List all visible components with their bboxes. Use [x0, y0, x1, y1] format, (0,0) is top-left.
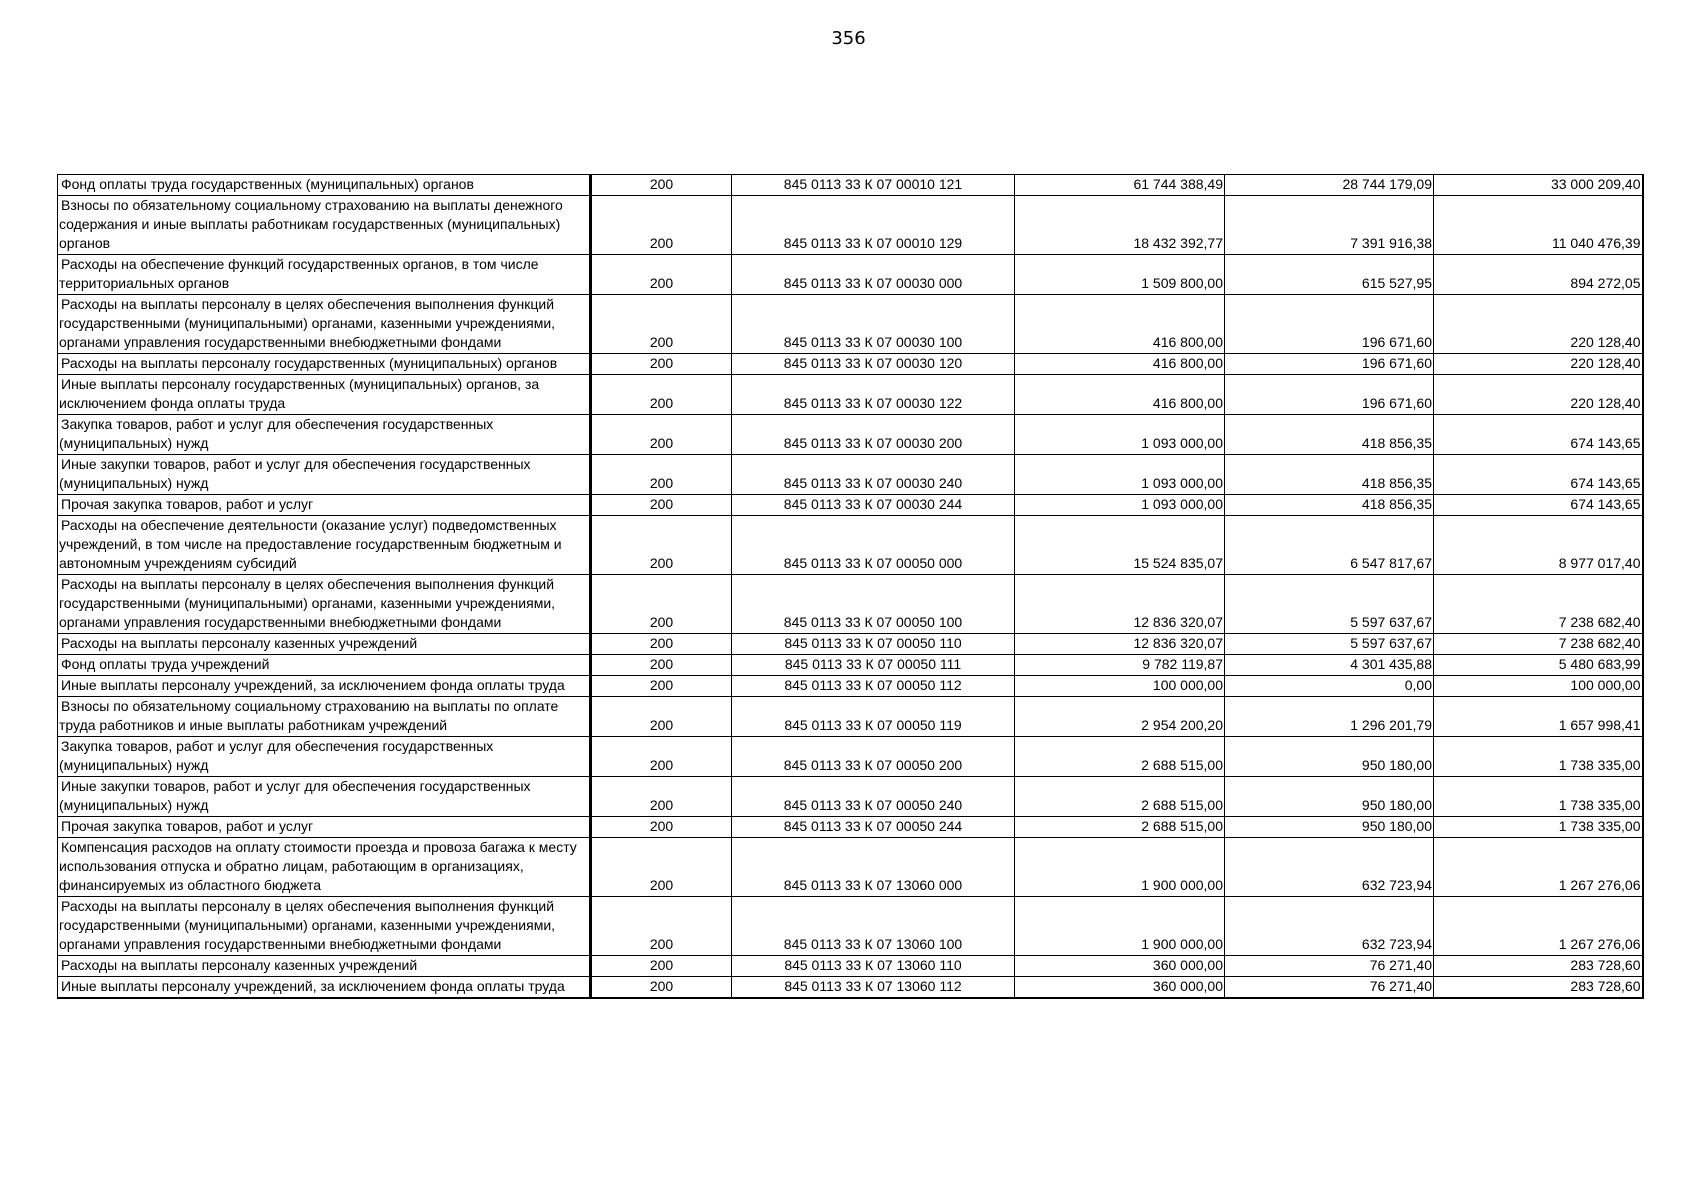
line-code-cell: 200 — [591, 354, 732, 375]
executed-amount-cell: 6 547 817,67 — [1225, 516, 1434, 575]
line-code-cell: 200 — [591, 737, 732, 777]
table-row — [58, 655, 1643, 676]
line-code-cell: 200 — [591, 777, 732, 817]
executed-amount-cell: 950 180,00 — [1225, 817, 1434, 838]
table-row — [58, 354, 1643, 375]
budget-classification-code-cell: 845 0113 33 К 07 00030 122 — [732, 375, 1015, 415]
table-row — [58, 737, 1643, 777]
unexecuted-amount-cell: 674 143,65 — [1434, 415, 1643, 455]
unexecuted-amount-cell: 100 000,00 — [1434, 676, 1643, 697]
expense-name-text: Иные выплаты персоналу учреждений, за исключением фонда оплаты труда — [61, 677, 565, 693]
unexecuted-amount-cell: 220 128,40 — [1434, 295, 1643, 354]
line-code-cell: 200 — [591, 838, 732, 897]
executed-amount-cell: 1 296 201,79 — [1225, 697, 1434, 737]
budget-classification-code-cell: 845 0113 33 К 07 00050 000 — [732, 516, 1015, 575]
expense-name-text: Расходы на выплаты персоналу казенных учреждений — [61, 957, 418, 973]
line-code-cell: 200 — [591, 634, 732, 655]
budget-classification-code-cell: 845 0113 33 К 07 00030 200 — [732, 415, 1015, 455]
budget-classification-code-cell: 845 0113 33 К 07 00050 111 — [732, 655, 1015, 676]
expense-name-cell — [58, 375, 591, 415]
table-row — [58, 196, 1643, 255]
expense-name-text: Расходы на выплаты персоналу в целях обеспечения выполнения функций государственными (муниципальными) органами, казенными учреждениями, органами управления государственными внебюджетными фондами — [59, 898, 556, 952]
executed-amount-cell: 7 391 916,38 — [1225, 196, 1434, 255]
expense-name-cell — [58, 295, 591, 354]
budget-classification-code-cell: 845 0113 33 К 07 00050 112 — [732, 676, 1015, 697]
assigned-amount-cell: 1 093 000,00 — [1015, 455, 1225, 495]
expense-name-text: Иные закупки товаров, работ и услуг для обеспечения государственных (муниципальных) нужд — [59, 456, 531, 491]
table-row — [58, 495, 1643, 516]
budget-classification-code-cell: 845 0113 33 К 07 00050 100 — [732, 575, 1015, 634]
table-row — [58, 455, 1643, 495]
executed-amount-cell: 418 856,35 — [1225, 415, 1434, 455]
assigned-amount-cell: 360 000,00 — [1015, 956, 1225, 977]
unexecuted-amount-cell: 5 480 683,99 — [1434, 655, 1643, 676]
line-code-cell: 200 — [591, 956, 732, 977]
assigned-amount-cell: 1 900 000,00 — [1015, 838, 1225, 897]
table-row — [58, 897, 1643, 956]
assigned-amount-cell: 2 688 515,00 — [1015, 777, 1225, 817]
executed-amount-cell: 950 180,00 — [1225, 737, 1434, 777]
line-code-cell: 200 — [591, 415, 732, 455]
line-code-cell: 200 — [591, 455, 732, 495]
expense-name-text: Иные выплаты персоналу государственных (муниципальных) органов, за исключением фонда оплаты труда — [59, 376, 540, 411]
line-code-cell: 200 — [591, 817, 732, 838]
executed-amount-cell: 0,00 — [1225, 676, 1434, 697]
expense-name-cell — [58, 516, 591, 575]
unexecuted-amount-cell: 11 040 476,39 — [1434, 196, 1643, 255]
table-row — [58, 977, 1643, 999]
expense-name-cell — [58, 495, 591, 516]
expense-name-text: Прочая закупка товаров, работ и услуг — [61, 496, 314, 512]
table-row — [58, 634, 1643, 655]
assigned-amount-cell: 416 800,00 — [1015, 354, 1225, 375]
executed-amount-cell: 418 856,35 — [1225, 495, 1434, 516]
assigned-amount-cell: 15 524 835,07 — [1015, 516, 1225, 575]
unexecuted-amount-cell: 220 128,40 — [1434, 354, 1643, 375]
budget-classification-code-cell: 845 0113 33 К 07 00010 121 — [732, 175, 1015, 196]
budget-classification-code-cell: 845 0113 33 К 07 00030 120 — [732, 354, 1015, 375]
line-code-cell: 200 — [591, 196, 732, 255]
executed-amount-cell: 4 301 435,88 — [1225, 655, 1434, 676]
budget-classification-code-cell: 845 0113 33 К 07 00050 110 — [732, 634, 1015, 655]
table-row — [58, 838, 1643, 897]
assigned-amount-cell: 2 954 200,20 — [1015, 697, 1225, 737]
executed-amount-cell: 418 856,35 — [1225, 455, 1434, 495]
unexecuted-amount-cell: 894 272,05 — [1434, 255, 1643, 295]
expense-name-cell — [58, 255, 591, 295]
executed-amount-cell: 5 597 637,67 — [1225, 634, 1434, 655]
expense-name-text: Закупка товаров, работ и услуг для обеспечения государственных (муниципальных) нужд — [59, 738, 494, 773]
unexecuted-amount-cell: 1 738 335,00 — [1434, 737, 1643, 777]
expense-name-text: Фонд оплаты труда учреждений — [61, 656, 270, 672]
budget-classification-code-cell: 845 0113 33 К 07 00030 100 — [732, 295, 1015, 354]
expense-name-text: Фонд оплаты труда государственных (муниципальных) органов — [61, 176, 474, 192]
line-code-cell: 200 — [591, 575, 732, 634]
expense-name-text: Взносы по обязательному социальному страхованию на выплаты по оплате труда работников и иные выплаты работникам учреждений — [59, 698, 559, 733]
line-code-cell: 200 — [591, 375, 732, 415]
unexecuted-amount-cell: 283 728,60 — [1434, 977, 1643, 999]
expense-name-cell — [58, 977, 591, 999]
budget-classification-code-cell: 845 0113 33 К 07 13060 112 — [732, 977, 1015, 999]
expense-name-text: Расходы на обеспечение функций государственных органов, в том числе территориальных органов — [59, 256, 539, 291]
unexecuted-amount-cell: 1 738 335,00 — [1434, 817, 1643, 838]
executed-amount-cell: 196 671,60 — [1225, 375, 1434, 415]
table-row — [58, 175, 1643, 196]
expense-name-cell — [58, 676, 591, 697]
table-row — [58, 516, 1643, 575]
assigned-amount-cell: 18 432 392,77 — [1015, 196, 1225, 255]
expense-name-text: Расходы на выплаты персоналу в целях обеспечения выполнения функций государственными (муниципальными) органами, казенными учреждениями, органами управления государственными внебюджетными фондами — [59, 296, 556, 350]
expense-name-cell — [58, 575, 591, 634]
expense-name-cell — [58, 175, 591, 196]
executed-amount-cell: 950 180,00 — [1225, 777, 1434, 817]
assigned-amount-cell: 2 688 515,00 — [1015, 737, 1225, 777]
expense-name-cell — [58, 697, 591, 737]
unexecuted-amount-cell: 220 128,40 — [1434, 375, 1643, 415]
table-row — [58, 956, 1643, 977]
expense-name-cell — [58, 777, 591, 817]
table-row — [58, 255, 1643, 295]
unexecuted-amount-cell: 1 267 276,06 — [1434, 897, 1643, 956]
assigned-amount-cell: 100 000,00 — [1015, 676, 1225, 697]
expense-name-cell — [58, 956, 591, 977]
expense-name-cell — [58, 897, 591, 956]
expense-name-cell — [58, 737, 591, 777]
line-code-cell: 200 — [591, 516, 732, 575]
executed-amount-cell: 632 723,94 — [1225, 897, 1434, 956]
assigned-amount-cell: 1 900 000,00 — [1015, 897, 1225, 956]
unexecuted-amount-cell: 7 238 682,40 — [1434, 575, 1643, 634]
line-code-cell: 200 — [591, 255, 732, 295]
line-code-cell: 200 — [591, 175, 732, 196]
line-code-cell: 200 — [591, 676, 732, 697]
table-row — [58, 295, 1643, 354]
executed-amount-cell: 615 527,95 — [1225, 255, 1434, 295]
table-row — [58, 777, 1643, 817]
assigned-amount-cell: 2 688 515,00 — [1015, 817, 1225, 838]
expense-name-text: Расходы на выплаты персоналу государственных (муниципальных) органов — [61, 355, 558, 371]
executed-amount-cell: 196 671,60 — [1225, 295, 1434, 354]
expense-name-text: Закупка товаров, работ и услуг для обеспечения государственных (муниципальных) нужд — [59, 416, 494, 451]
assigned-amount-cell: 1 093 000,00 — [1015, 415, 1225, 455]
assigned-amount-cell: 360 000,00 — [1015, 977, 1225, 999]
budget-classification-code-cell: 845 0113 33 К 07 00050 119 — [732, 697, 1015, 737]
unexecuted-amount-cell: 283 728,60 — [1434, 956, 1643, 977]
unexecuted-amount-cell: 1 738 335,00 — [1434, 777, 1643, 817]
table-row — [58, 375, 1643, 415]
table-row — [58, 575, 1643, 634]
budget-classification-code-cell: 845 0113 33 К 07 00030 000 — [732, 255, 1015, 295]
budget-classification-code-cell: 845 0113 33 К 07 13060 110 — [732, 956, 1015, 977]
table-row — [58, 676, 1643, 697]
line-code-cell: 200 — [591, 295, 732, 354]
table-row — [58, 697, 1643, 737]
line-code-cell: 200 — [591, 897, 732, 956]
executed-amount-cell: 28 744 179,09 — [1225, 175, 1434, 196]
unexecuted-amount-cell: 7 238 682,40 — [1434, 634, 1643, 655]
expense-name-text: Компенсация расходов на оплату стоимости проезда и провоза багажа к месту использования отпуска и обратно лицам, работающим в организациях, финансируемых из областного бюджета — [59, 839, 577, 893]
expense-name-text: Расходы на выплаты персоналу казенных учреждений — [61, 635, 418, 651]
budget-classification-code-cell: 845 0113 33 К 07 13060 100 — [732, 897, 1015, 956]
executed-amount-cell: 632 723,94 — [1225, 838, 1434, 897]
assigned-amount-cell: 9 782 119,87 — [1015, 655, 1225, 676]
budget-classification-code-cell: 845 0113 33 К 07 00030 240 — [732, 455, 1015, 495]
budget-classification-code-cell: 845 0113 33 К 07 13060 000 — [732, 838, 1015, 897]
expense-name-cell — [58, 196, 591, 255]
table-body — [58, 175, 1643, 999]
line-code-cell: 200 — [591, 977, 732, 999]
unexecuted-amount-cell: 1 657 998,41 — [1434, 697, 1643, 737]
assigned-amount-cell: 416 800,00 — [1015, 295, 1225, 354]
unexecuted-amount-cell: 674 143,65 — [1434, 455, 1643, 495]
expense-name-cell — [58, 415, 591, 455]
assigned-amount-cell: 61 744 388,49 — [1015, 175, 1225, 196]
unexecuted-amount-cell: 8 977 017,40 — [1434, 516, 1643, 575]
table-row — [58, 415, 1643, 455]
executed-amount-cell: 196 671,60 — [1225, 354, 1434, 375]
unexecuted-amount-cell: 674 143,65 — [1434, 495, 1643, 516]
assigned-amount-cell: 1 509 800,00 — [1015, 255, 1225, 295]
expense-name-cell — [58, 655, 591, 676]
line-code-cell: 200 — [591, 697, 732, 737]
budget-classification-code-cell: 845 0113 33 К 07 00050 244 — [732, 817, 1015, 838]
expense-name-cell — [58, 838, 591, 897]
executed-amount-cell: 76 271,40 — [1225, 956, 1434, 977]
budget-classification-code-cell: 845 0113 33 К 07 00050 240 — [732, 777, 1015, 817]
unexecuted-amount-cell: 33 000 209,40 — [1434, 175, 1643, 196]
expense-name-cell — [58, 634, 591, 655]
expense-name-text: Взносы по обязательному социальному страхованию на выплаты денежного содержания и иные выплаты работникам государственных (муниципальных) органов — [59, 197, 563, 251]
executed-amount-cell: 76 271,40 — [1225, 977, 1434, 999]
assigned-amount-cell: 416 800,00 — [1015, 375, 1225, 415]
expense-name-text: Прочая закупка товаров, работ и услуг — [61, 818, 314, 834]
assigned-amount-cell: 1 093 000,00 — [1015, 495, 1225, 516]
assigned-amount-cell: 12 836 320,07 — [1015, 575, 1225, 634]
expense-name-cell — [58, 455, 591, 495]
budget-classification-code-cell: 845 0113 33 К 07 00010 129 — [732, 196, 1015, 255]
line-code-cell: 200 — [591, 655, 732, 676]
expense-name-text: Иные выплаты персоналу учреждений, за исключением фонда оплаты труда — [61, 978, 565, 994]
table-row — [58, 817, 1643, 838]
expense-name-text: Расходы на выплаты персоналу в целях обеспечения выполнения функций государственными (муниципальными) органами, казенными учреждениями, органами управления государственными внебюджетными фондами — [59, 576, 556, 630]
budget-classification-code-cell: 845 0113 33 К 07 00030 244 — [732, 495, 1015, 516]
budget-execution-table — [57, 174, 1644, 999]
unexecuted-amount-cell: 1 267 276,06 — [1434, 838, 1643, 897]
assigned-amount-cell: 12 836 320,07 — [1015, 634, 1225, 655]
expense-name-text: Расходы на обеспечение деятельности (оказание услуг) подведомственных учреждений, в том числе на предоставление государственным бюджетным и автономным учреждениям субсидий — [59, 517, 562, 571]
expense-name-cell — [58, 817, 591, 838]
expense-name-cell — [58, 354, 591, 375]
line-code-cell: 200 — [591, 495, 732, 516]
executed-amount-cell: 5 597 637,67 — [1225, 575, 1434, 634]
budget-classification-code-cell: 845 0113 33 К 07 00050 200 — [732, 737, 1015, 777]
page-number: 356 — [831, 28, 866, 49]
expense-name-text: Иные закупки товаров, работ и услуг для обеспечения государственных (муниципальных) нужд — [59, 778, 531, 813]
